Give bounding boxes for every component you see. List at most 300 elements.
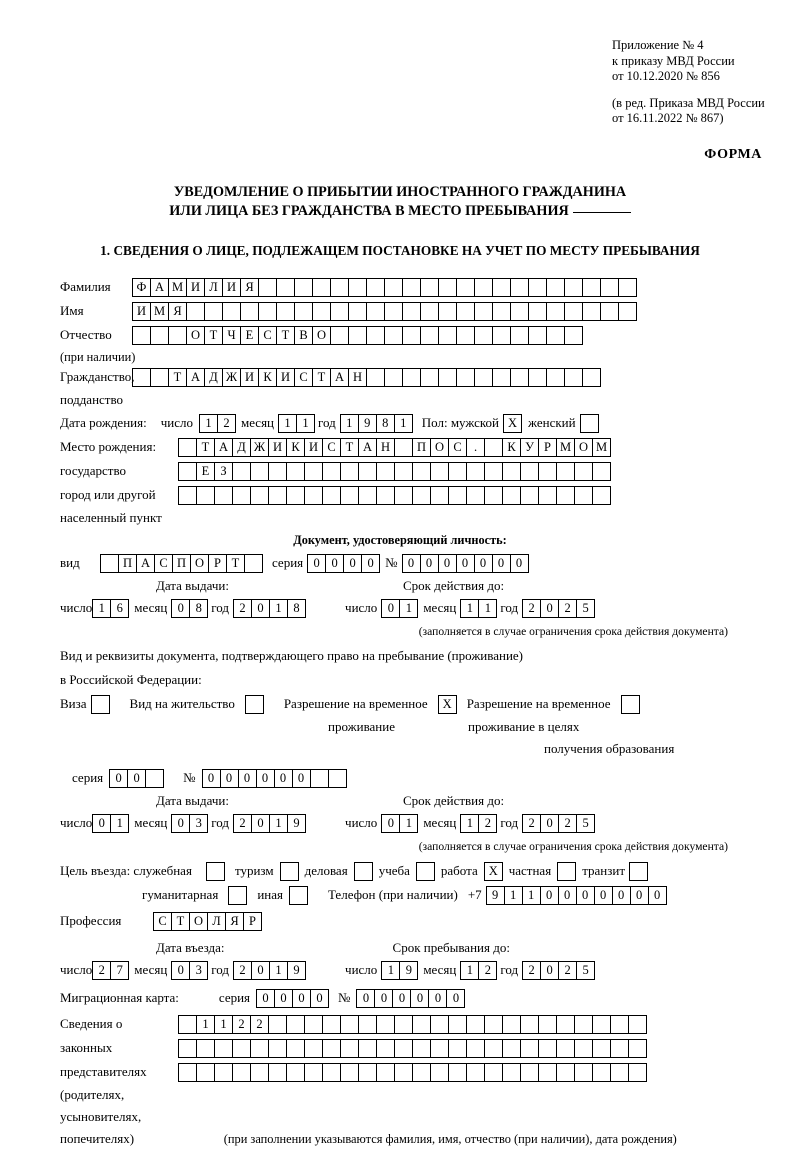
- form-cell[interactable]: Ж: [222, 368, 241, 387]
- form-cell[interactable]: [304, 462, 323, 481]
- form-cell[interactable]: 9: [287, 961, 306, 980]
- form-cell[interactable]: Т: [171, 912, 190, 931]
- form-cell[interactable]: А: [358, 438, 377, 457]
- form-cell[interactable]: [178, 438, 197, 457]
- form-cell[interactable]: [502, 486, 521, 505]
- form-cell[interactable]: 5: [576, 814, 595, 833]
- form-cell[interactable]: 1: [460, 599, 479, 618]
- form-cell[interactable]: [448, 462, 467, 481]
- entry-day-cells[interactable]: [92, 961, 128, 980]
- birth-place-row-1-cells[interactable]: [178, 438, 610, 457]
- doc-valid-month-cells[interactable]: [460, 599, 496, 618]
- form-cell[interactable]: 2: [92, 961, 111, 980]
- form-cell[interactable]: [546, 302, 565, 321]
- form-cell[interactable]: [592, 486, 611, 505]
- form-cell[interactable]: 0: [492, 554, 511, 573]
- form-cell[interactable]: Ч: [222, 326, 241, 345]
- profession-cells[interactable]: [153, 912, 261, 931]
- form-cell[interactable]: [438, 278, 457, 297]
- form-cell[interactable]: 0: [381, 814, 400, 833]
- form-cell[interactable]: О: [186, 326, 205, 345]
- form-cell[interactable]: [286, 1015, 305, 1034]
- form-cell[interactable]: 0: [251, 961, 270, 980]
- form-cell[interactable]: О: [190, 554, 209, 573]
- form-cell[interactable]: [250, 1039, 269, 1058]
- form-cell[interactable]: И: [132, 302, 151, 321]
- form-cell[interactable]: 2: [233, 961, 252, 980]
- form-cell[interactable]: [304, 1015, 323, 1034]
- form-cell[interactable]: 0: [648, 886, 667, 905]
- form-cell[interactable]: [286, 1063, 305, 1082]
- purpose-humanitarian-checkbox[interactable]: [228, 886, 247, 905]
- form-cell[interactable]: 9: [399, 961, 418, 980]
- form-cell[interactable]: [456, 326, 475, 345]
- form-cell[interactable]: 0: [292, 989, 311, 1008]
- form-cell[interactable]: [618, 278, 637, 297]
- form-cell[interactable]: [582, 278, 601, 297]
- form-cell[interactable]: [276, 278, 295, 297]
- form-cell[interactable]: [268, 1063, 287, 1082]
- form-cell[interactable]: [340, 462, 359, 481]
- form-cell[interactable]: Е: [196, 462, 215, 481]
- form-cell[interactable]: [340, 1015, 359, 1034]
- form-cell[interactable]: 2: [522, 814, 541, 833]
- form-cell[interactable]: О: [430, 438, 449, 457]
- form-cell[interactable]: [232, 486, 251, 505]
- form-cell[interactable]: [420, 302, 439, 321]
- form-cell[interactable]: Т: [276, 326, 295, 345]
- form-cell[interactable]: 0: [540, 886, 559, 905]
- form-cell[interactable]: [438, 368, 457, 387]
- form-cell[interactable]: 0: [171, 961, 190, 980]
- form-cell[interactable]: 1: [269, 814, 288, 833]
- form-cell[interactable]: 0: [127, 769, 146, 788]
- form-cell[interactable]: 9: [287, 814, 306, 833]
- form-cell[interactable]: Л: [204, 278, 223, 297]
- form-cell[interactable]: [376, 486, 395, 505]
- form-cell[interactable]: [600, 302, 619, 321]
- form-cell[interactable]: А: [150, 278, 169, 297]
- form-cell[interactable]: [546, 368, 565, 387]
- form-cell[interactable]: Н: [348, 368, 367, 387]
- form-cell[interactable]: 0: [274, 769, 293, 788]
- purpose-service-checkbox[interactable]: [206, 862, 225, 881]
- form-cell[interactable]: М: [150, 302, 169, 321]
- form-cell[interactable]: [520, 462, 539, 481]
- form-cell[interactable]: [484, 1063, 503, 1082]
- legal-rep-row-1-cells[interactable]: [178, 1015, 646, 1034]
- form-cell[interactable]: 1: [478, 599, 497, 618]
- form-cell[interactable]: С: [258, 326, 277, 345]
- form-cell[interactable]: [366, 302, 385, 321]
- form-cell[interactable]: [574, 486, 593, 505]
- form-cell[interactable]: [492, 326, 511, 345]
- form-cell[interactable]: [538, 462, 557, 481]
- form-cell[interactable]: [232, 1039, 251, 1058]
- form-cell[interactable]: 0: [446, 989, 465, 1008]
- form-cell[interactable]: [294, 278, 313, 297]
- form-cell[interactable]: [286, 1039, 305, 1058]
- form-cell[interactable]: 1: [278, 414, 297, 433]
- form-cell[interactable]: [474, 368, 493, 387]
- form-cell[interactable]: [250, 1063, 269, 1082]
- form-cell[interactable]: [310, 769, 329, 788]
- form-cell[interactable]: [214, 1039, 233, 1058]
- edu-residence-checkbox[interactable]: [621, 695, 640, 714]
- purpose-business-checkbox[interactable]: [354, 862, 373, 881]
- form-cell[interactable]: И: [276, 368, 295, 387]
- doc-series-cells[interactable]: [307, 554, 379, 573]
- form-cell[interactable]: 1: [381, 961, 400, 980]
- purpose-other-checkbox[interactable]: [289, 886, 308, 905]
- form-cell[interactable]: 0: [456, 554, 475, 573]
- form-cell[interactable]: А: [186, 368, 205, 387]
- form-cell[interactable]: А: [330, 368, 349, 387]
- form-cell[interactable]: Ф: [132, 278, 151, 297]
- form-cell[interactable]: 0: [540, 599, 559, 618]
- form-cell[interactable]: 0: [428, 989, 447, 1008]
- form-cell[interactable]: А: [214, 438, 233, 457]
- form-cell[interactable]: [394, 438, 413, 457]
- form-cell[interactable]: [564, 326, 583, 345]
- form-cell[interactable]: [582, 302, 601, 321]
- form-cell[interactable]: [628, 1015, 647, 1034]
- form-cell[interactable]: [520, 1039, 539, 1058]
- stay-valid-month-cells[interactable]: [460, 814, 496, 833]
- form-cell[interactable]: [244, 554, 263, 573]
- form-cell[interactable]: [538, 1015, 557, 1034]
- form-cell[interactable]: [448, 1039, 467, 1058]
- form-cell[interactable]: Н: [376, 438, 395, 457]
- form-cell[interactable]: [538, 486, 557, 505]
- form-cell[interactable]: [402, 326, 421, 345]
- form-cell[interactable]: 8: [287, 599, 306, 618]
- form-cell[interactable]: [358, 1039, 377, 1058]
- form-cell[interactable]: 7: [110, 961, 129, 980]
- form-cell[interactable]: [574, 462, 593, 481]
- form-cell[interactable]: 2: [233, 599, 252, 618]
- migration-series-cells[interactable]: [256, 989, 328, 1008]
- form-cell[interactable]: [474, 326, 493, 345]
- form-cell[interactable]: 1: [460, 961, 479, 980]
- form-cell[interactable]: [412, 486, 431, 505]
- birth-place-row-2-cells[interactable]: [178, 462, 610, 481]
- form-cell[interactable]: [150, 368, 169, 387]
- form-cell[interactable]: [258, 302, 277, 321]
- form-cell[interactable]: [420, 326, 439, 345]
- form-cell[interactable]: 0: [402, 554, 421, 573]
- form-cell[interactable]: [448, 486, 467, 505]
- form-cell[interactable]: [384, 368, 403, 387]
- form-cell[interactable]: [340, 1063, 359, 1082]
- form-cell[interactable]: 0: [540, 814, 559, 833]
- entry-month-cells[interactable]: [171, 961, 207, 980]
- form-cell[interactable]: [394, 1039, 413, 1058]
- form-cell[interactable]: П: [172, 554, 191, 573]
- form-cell[interactable]: 1: [269, 599, 288, 618]
- form-cell[interactable]: [294, 302, 313, 321]
- form-cell[interactable]: 9: [486, 886, 505, 905]
- form-cell[interactable]: [492, 278, 511, 297]
- form-cell[interactable]: Р: [243, 912, 262, 931]
- form-cell[interactable]: [132, 326, 151, 345]
- form-cell[interactable]: [564, 368, 583, 387]
- form-cell[interactable]: [610, 1039, 629, 1058]
- sex-female-checkbox[interactable]: [580, 414, 599, 433]
- form-cell[interactable]: 2: [558, 961, 577, 980]
- form-cell[interactable]: 2: [558, 599, 577, 618]
- form-cell[interactable]: [196, 1039, 215, 1058]
- form-cell[interactable]: [394, 1015, 413, 1034]
- form-cell[interactable]: Т: [204, 326, 223, 345]
- form-cell[interactable]: [222, 302, 241, 321]
- form-cell[interactable]: У: [520, 438, 539, 457]
- form-cell[interactable]: 0: [171, 599, 190, 618]
- form-cell[interactable]: [592, 1039, 611, 1058]
- form-cell[interactable]: 1: [196, 1015, 215, 1034]
- form-cell[interactable]: [376, 1063, 395, 1082]
- stay-end-year-cells[interactable]: [522, 961, 594, 980]
- form-cell[interactable]: Р: [538, 438, 557, 457]
- form-cell[interactable]: 0: [630, 886, 649, 905]
- form-cell[interactable]: 2: [522, 599, 541, 618]
- form-cell[interactable]: [322, 1015, 341, 1034]
- form-cell[interactable]: Ж: [250, 438, 269, 457]
- form-cell[interactable]: 0: [374, 989, 393, 1008]
- form-cell[interactable]: 0: [310, 989, 329, 1008]
- form-cell[interactable]: 6: [110, 599, 129, 618]
- form-cell[interactable]: [430, 462, 449, 481]
- surname-cells[interactable]: [132, 278, 636, 297]
- form-cell[interactable]: [412, 1063, 431, 1082]
- form-cell[interactable]: 0: [558, 886, 577, 905]
- form-cell[interactable]: [474, 302, 493, 321]
- form-cell[interactable]: И: [240, 368, 259, 387]
- form-cell[interactable]: 0: [307, 554, 326, 573]
- form-cell[interactable]: 0: [356, 989, 375, 1008]
- form-cell[interactable]: [376, 1039, 395, 1058]
- form-cell[interactable]: [600, 278, 619, 297]
- form-cell[interactable]: В: [294, 326, 313, 345]
- form-cell[interactable]: [100, 554, 119, 573]
- form-cell[interactable]: [402, 368, 421, 387]
- form-cell[interactable]: [168, 326, 187, 345]
- form-cell[interactable]: [520, 1063, 539, 1082]
- form-cell[interactable]: .: [466, 438, 485, 457]
- form-cell[interactable]: Я: [225, 912, 244, 931]
- doc-valid-year-cells[interactable]: [522, 599, 594, 618]
- entry-year-cells[interactable]: [233, 961, 305, 980]
- form-cell[interactable]: С: [153, 912, 172, 931]
- form-cell[interactable]: [564, 302, 583, 321]
- form-cell[interactable]: П: [118, 554, 137, 573]
- form-cell[interactable]: Т: [340, 438, 359, 457]
- form-cell[interactable]: 1: [504, 886, 523, 905]
- form-cell[interactable]: 2: [250, 1015, 269, 1034]
- form-cell[interactable]: Я: [168, 302, 187, 321]
- form-cell[interactable]: [430, 486, 449, 505]
- form-cell[interactable]: Т: [226, 554, 245, 573]
- form-cell[interactable]: 0: [171, 814, 190, 833]
- form-cell[interactable]: [412, 462, 431, 481]
- stay-valid-day-cells[interactable]: [381, 814, 417, 833]
- form-cell[interactable]: 0: [410, 989, 429, 1008]
- form-cell[interactable]: [250, 486, 269, 505]
- form-cell[interactable]: [322, 486, 341, 505]
- stay-end-month-cells[interactable]: [460, 961, 496, 980]
- form-cell[interactable]: [492, 302, 511, 321]
- form-cell[interactable]: [466, 462, 485, 481]
- form-cell[interactable]: [510, 368, 529, 387]
- form-cell[interactable]: [510, 302, 529, 321]
- form-cell[interactable]: Е: [240, 326, 259, 345]
- form-cell[interactable]: Л: [207, 912, 226, 931]
- form-cell[interactable]: К: [286, 438, 305, 457]
- form-cell[interactable]: 0: [438, 554, 457, 573]
- form-cell[interactable]: [340, 486, 359, 505]
- doc-valid-day-cells[interactable]: [381, 599, 417, 618]
- form-cell[interactable]: М: [592, 438, 611, 457]
- form-cell[interactable]: [466, 1015, 485, 1034]
- form-cell[interactable]: [348, 302, 367, 321]
- form-cell[interactable]: [556, 1063, 575, 1082]
- form-cell[interactable]: [366, 368, 385, 387]
- form-cell[interactable]: [592, 1015, 611, 1034]
- form-cell[interactable]: [358, 486, 377, 505]
- purpose-private-checkbox[interactable]: [557, 862, 576, 881]
- form-cell[interactable]: [358, 1063, 377, 1082]
- form-cell[interactable]: 0: [325, 554, 344, 573]
- form-cell[interactable]: 0: [251, 814, 270, 833]
- form-cell[interactable]: И: [304, 438, 323, 457]
- form-cell[interactable]: [214, 486, 233, 505]
- stay-number-cells[interactable]: [202, 769, 346, 788]
- form-cell[interactable]: [394, 462, 413, 481]
- form-cell[interactable]: [546, 278, 565, 297]
- form-cell[interactable]: 0: [392, 989, 411, 1008]
- form-cell[interactable]: [178, 462, 197, 481]
- legal-rep-row-2-cells[interactable]: [178, 1039, 646, 1058]
- form-cell[interactable]: [330, 278, 349, 297]
- form-cell[interactable]: Р: [208, 554, 227, 573]
- form-cell[interactable]: [312, 302, 331, 321]
- form-cell[interactable]: [430, 1015, 449, 1034]
- form-cell[interactable]: [502, 1039, 521, 1058]
- form-cell[interactable]: [628, 1063, 647, 1082]
- form-cell[interactable]: [330, 302, 349, 321]
- form-cell[interactable]: О: [189, 912, 208, 931]
- form-cell[interactable]: [510, 278, 529, 297]
- form-cell[interactable]: [394, 1063, 413, 1082]
- form-cell[interactable]: [268, 1015, 287, 1034]
- form-cell[interactable]: [304, 1063, 323, 1082]
- doc-kind-cells[interactable]: [100, 554, 262, 573]
- form-cell[interactable]: А: [136, 554, 155, 573]
- form-cell[interactable]: [510, 326, 529, 345]
- form-cell[interactable]: Т: [168, 368, 187, 387]
- patronymic-cells[interactable]: [132, 326, 582, 345]
- temp-residence-checkbox[interactable]: Х: [438, 695, 457, 714]
- form-cell[interactable]: [466, 486, 485, 505]
- form-cell[interactable]: 1: [199, 414, 218, 433]
- form-cell[interactable]: [178, 1039, 197, 1058]
- form-cell[interactable]: 0: [256, 769, 275, 788]
- purpose-tourism-checkbox[interactable]: [280, 862, 299, 881]
- form-cell[interactable]: 0: [202, 769, 221, 788]
- form-cell[interactable]: [456, 302, 475, 321]
- form-cell[interactable]: [466, 1039, 485, 1058]
- birth-place-row-3-cells[interactable]: [178, 486, 610, 505]
- form-cell[interactable]: Т: [196, 438, 215, 457]
- form-cell[interactable]: [145, 769, 164, 788]
- form-cell[interactable]: [322, 1063, 341, 1082]
- form-cell[interactable]: К: [502, 438, 521, 457]
- form-cell[interactable]: [366, 278, 385, 297]
- form-cell[interactable]: [528, 302, 547, 321]
- form-cell[interactable]: 1: [110, 814, 129, 833]
- form-cell[interactable]: З: [214, 462, 233, 481]
- form-cell[interactable]: [312, 278, 331, 297]
- birth-year-cells[interactable]: [340, 414, 412, 433]
- form-cell[interactable]: [474, 278, 493, 297]
- phone-cells[interactable]: [486, 886, 666, 905]
- birth-day-cells[interactable]: [199, 414, 235, 433]
- birth-month-cells[interactable]: [278, 414, 314, 433]
- form-cell[interactable]: [502, 462, 521, 481]
- form-cell[interactable]: [502, 1015, 521, 1034]
- form-cell[interactable]: 1: [460, 814, 479, 833]
- form-cell[interactable]: [538, 1039, 557, 1058]
- form-cell[interactable]: 0: [109, 769, 128, 788]
- migration-number-cells[interactable]: [356, 989, 464, 1008]
- form-cell[interactable]: [276, 302, 295, 321]
- form-cell[interactable]: М: [556, 438, 575, 457]
- form-cell[interactable]: [556, 1039, 575, 1058]
- form-cell[interactable]: И: [268, 438, 287, 457]
- form-cell[interactable]: 1: [340, 414, 359, 433]
- form-cell[interactable]: [628, 1039, 647, 1058]
- form-cell[interactable]: [420, 278, 439, 297]
- form-cell[interactable]: [178, 1015, 197, 1034]
- form-cell[interactable]: 0: [343, 554, 362, 573]
- form-cell[interactable]: [186, 302, 205, 321]
- form-cell[interactable]: [286, 462, 305, 481]
- legal-rep-row-3-cells[interactable]: [178, 1063, 646, 1082]
- form-cell[interactable]: 2: [478, 814, 497, 833]
- form-cell[interactable]: [556, 486, 575, 505]
- form-cell[interactable]: [412, 1015, 431, 1034]
- form-cell[interactable]: П: [412, 438, 431, 457]
- form-cell[interactable]: [204, 302, 223, 321]
- form-cell[interactable]: 1: [214, 1015, 233, 1034]
- form-cell[interactable]: [618, 302, 637, 321]
- form-cell[interactable]: [484, 1039, 503, 1058]
- form-cell[interactable]: 1: [394, 414, 413, 433]
- form-cell[interactable]: С: [154, 554, 173, 573]
- stay-valid-year-cells[interactable]: [522, 814, 594, 833]
- form-cell[interactable]: [286, 486, 305, 505]
- name-cells[interactable]: [132, 302, 636, 321]
- form-cell[interactable]: [528, 326, 547, 345]
- form-cell[interactable]: [322, 1039, 341, 1058]
- form-cell[interactable]: 0: [361, 554, 380, 573]
- form-cell[interactable]: 0: [612, 886, 631, 905]
- form-cell[interactable]: 0: [420, 554, 439, 573]
- form-cell[interactable]: Я: [240, 278, 259, 297]
- form-cell[interactable]: 0: [576, 886, 595, 905]
- form-cell[interactable]: 8: [376, 414, 395, 433]
- form-cell[interactable]: [340, 1039, 359, 1058]
